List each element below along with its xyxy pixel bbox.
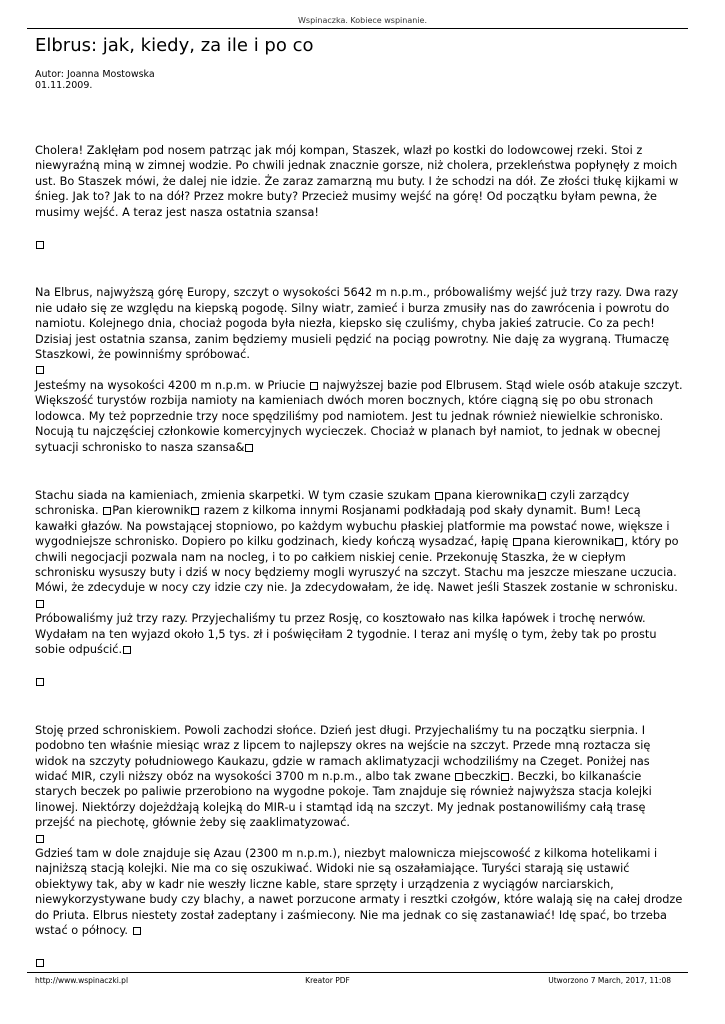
spacer xyxy=(35,220,685,237)
header-divider xyxy=(27,28,688,29)
missing-glyph-icon xyxy=(501,773,509,781)
missing-glyph-icon xyxy=(36,678,44,686)
spacer xyxy=(35,455,685,488)
missing-glyph-icon xyxy=(133,927,141,935)
text-run: pana kierownika xyxy=(444,488,537,502)
missing-glyph-icon xyxy=(455,773,463,781)
text-run: Gdzieś tam w dole znajduje się Azau (2300 m n.p.m.), niezbyt malownicza miejscowość z kilkoma hotelikami i najniższą stacją kolejki. Nie ma co się oszukiwać. Widoki nie są oszałamiające. Turyści starają się ustawić obiektywy tak, aby w kadr nie weszły liczne kable, stare sprzęty i urządzenia z wyciągów narciarskich, niewykorzystywane budy czy blachy, a nawet porzucone armaty i resztki czołgów, które walają się na całej drodze do Priuta. Elbrus niestety został zadeptany i zaśmiecony. Nie ma jednak co się zastanawiać! Idę spać, bo trzeba wstać o północy. xyxy=(35,847,683,938)
footer-generator: Kreator PDF xyxy=(305,976,350,985)
missing-glyph-icon xyxy=(245,444,253,452)
spacer xyxy=(35,690,685,723)
spacer xyxy=(35,252,685,285)
text-run: . Beczki, bo kilkanaście starych beczek po paliwie przerobiono na wygodne pokoje. Tam znajduje się również najwyższa stacja kolejki linowej. Niektórzy dojeżdżają kolejką do MIR-u i stamtąd idą na szczyt. My jednak postanowiliśmy całą trasę przejść na piechotę, głównie żeby się zaaklimatyzować. xyxy=(35,770,652,830)
footer-url: http://www.wspinaczki.pl xyxy=(35,976,129,985)
missing-glyph-icon xyxy=(123,646,131,654)
footer-divider xyxy=(27,972,688,973)
text-run: Jesteśmy na wysokości 4200 m n.p.m. w Priucie xyxy=(35,378,309,392)
paragraph-4 xyxy=(35,488,685,596)
missing-glyph-icon xyxy=(191,507,199,515)
missing-glyph-icon xyxy=(36,600,44,608)
author-line: Autor: Joanna Mostowska xyxy=(35,69,155,80)
article-title: Elbrus: jak, kiedy, za ile i po co xyxy=(35,35,314,56)
article-meta xyxy=(35,69,155,91)
site-header-title: Wspinaczka. Kobiece wspinanie. xyxy=(298,16,427,25)
placeholder-box-line xyxy=(35,674,685,689)
spacer xyxy=(35,938,685,955)
text-run: pana kierownika xyxy=(521,535,615,549)
article-body xyxy=(35,143,685,971)
placeholder-box-line xyxy=(35,831,685,846)
missing-glyph-icon xyxy=(615,538,623,546)
text-run: , który po chwili negocjacji pozwala nam na nocleg, i to po całkiem niskiej cenie. Przekonuję Staszka, że w ciepłym schronisku wysuszy buty i dziś w nocy będziemy mogli wyruszyć na szczyt. Stachu ma jeszcze mieszane uczucia. Mówi, że zdecyduje w nocy czy idzie czy nie. Ja zdecydowałam, że idę. Nawet jeśli Staszek zostanie w schronisku. xyxy=(35,535,679,595)
missing-glyph-icon xyxy=(36,959,44,967)
text-run: razem z kilkoma innymi Rosjanami podkładają pod skały dynamit. Bum! Lecą kawałki głazów. Na powstającej stopniowo, po każdym wybuchu płaskiej platformie ma powstać nowe, większe i wygodniejsze schronisko. Dopiero po kilku godzinach, kiedy kończą wysadzać, łapię xyxy=(35,504,670,549)
placeholder-box-line xyxy=(35,596,685,611)
missing-glyph-icon xyxy=(513,538,521,546)
footer-created: Utworzono 7 March, 2017, 11:08 xyxy=(548,976,671,985)
text-run: najwyższej bazie pod Elbrusem. Stąd wiele osób atakuje szczyt. Większość turystów rozbija namioty na kamieniach dwóch moren bocznych, które ciągną się po obu stronach lodowca. My też poprzednie trzy noce spędziliśmy pod namiotem. Jest tu jednak również niewielkie schronisko. Nocują tu najczęściej członkowie komercyjnych wycieczek. Chociaż w planach był namiot, to jednak w obecnej sytuacji schronisko to nasza szansa& xyxy=(35,378,683,454)
paragraph-3 xyxy=(35,378,685,455)
paragraph-5 xyxy=(35,611,685,657)
missing-glyph-icon xyxy=(36,241,44,249)
text-run: Pan kierownik xyxy=(112,504,191,518)
missing-glyph-icon xyxy=(103,507,111,515)
text-run: czyli zarządcy schroniska. xyxy=(35,488,630,518)
paragraph-1: Cholera! Zaklęłam pod nosem patrząc jak mój kompan, Staszek, wlazł po kostki do lodowcowej rzeki. Stoi z niewyraźną miną w zimnej wodzie. Po chwili jednak znacznie gorsze, niż cholera, przekleństwa popłynęły z moich ust. Bo Staszek mówi, że dalej nie idzie. Że zaraz zamarzną mu buty. I że schodzi na dół. Ze złości tłukę kijkami w śnieg. Jak to? Jak to na dół? Przez mokre buty? Przecież musimy wejść na górę! Od początku byłam pewna, że musimy wejść. A teraz jest nasza ostatnia szansa! xyxy=(35,144,679,219)
paragraph-6 xyxy=(35,723,685,831)
text-run: Stachu siada na kamieniach, zmienia skarpetki. W tym czasie szukam xyxy=(35,488,435,502)
missing-glyph-icon xyxy=(538,492,546,500)
missing-glyph-icon xyxy=(36,835,44,843)
text-run: Próbowaliśmy już trzy razy. Przyjechaliśmy tu przez Rosję, co kosztowało nas kilka łapówek i trochę nerwów. Wydałam na ten wyjazd około 1,5 tys. zł i poświęciłam 2 tygodnie. I teraz ani myślę o tym, żeby tak po prostu sobie odpuścić. xyxy=(35,612,657,656)
text-run: beczki xyxy=(464,770,501,783)
missing-glyph-icon xyxy=(36,366,44,374)
spacer xyxy=(35,657,685,674)
paragraph-2: Na Elbrus, najwyższą górę Europy, szczyt o wysokości 5642 m n.p.m., próbowaliśmy wejść już trzy razy. Dwa razy nie udało się ze względu na kiepską pogodę. Silny wiatr, zamieć i burza zmusiły nas do zawrócenia i powrotu do namiotu. Kolejnego dnia, chociaż pogoda była niezła, kiepsko się czuliśmy, chyba jakieś zatrucie. Co za pech! Dzisiaj jest ostatnia szansa, zanim będziemy musieli pędzić na pociąg powrotny. Nie daję za wygraną. Tłumaczę Staszkowi, że powinniśmy spróbować. xyxy=(35,286,679,362)
placeholder-box-line xyxy=(35,362,685,377)
publish-date: 01.11.2009. xyxy=(35,80,93,91)
placeholder-box-line xyxy=(35,237,685,252)
placeholder-box-line xyxy=(35,955,685,970)
missing-glyph-icon xyxy=(435,492,443,500)
missing-glyph-icon xyxy=(310,382,318,390)
paragraph-7 xyxy=(35,846,685,938)
text-run: Stoję przed schroniskiem. Powoli zachodzi słońce. Dzień jest długi. Przyjechaliśmy tu na początku sierpnia. I podobno ten właśnie miesiąc wraz z lipcem to najlepszy okres na wejście na szczyt. Przede mną roztacza się widok na szczyty południowego Kaukazu, gdzie w ramach aklimatyzacji wchodziliśmy na Czeget. Poniżej nas widać MIR, czyli niższy obóz na wysokości 3700 m n.p.m., albo tak zwane xyxy=(35,723,651,783)
